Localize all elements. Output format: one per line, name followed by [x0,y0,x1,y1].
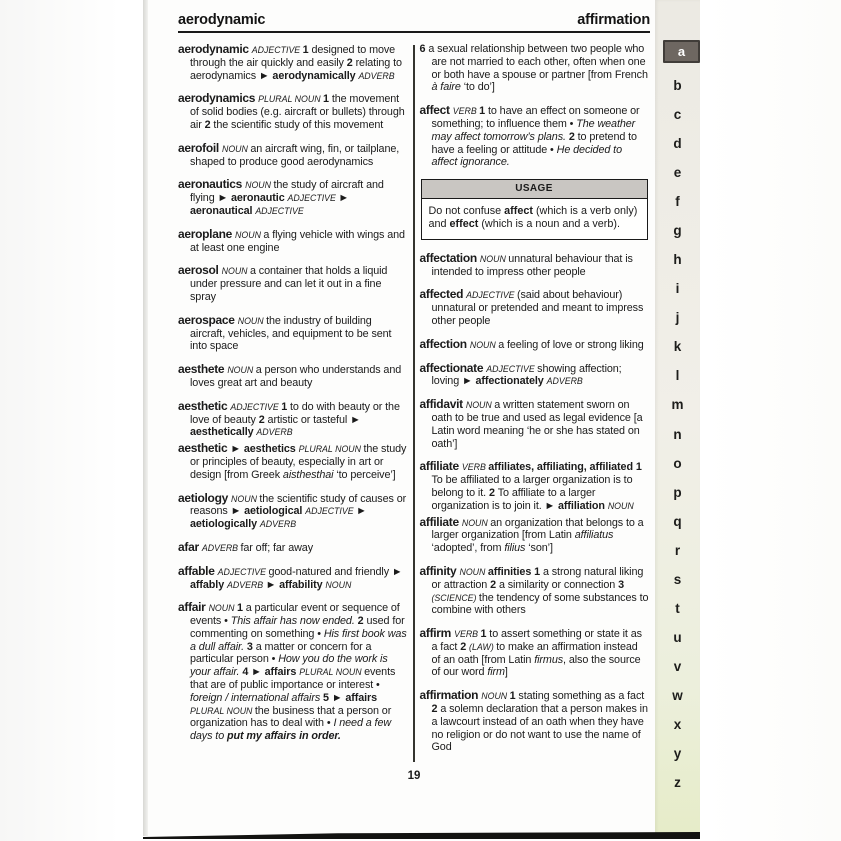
entry-text: NOUN [227,365,256,376]
entry-text: put my affairs in order. [227,730,341,743]
entry-text: NOUN [221,143,251,154]
entry-text: to do with beauty or the love of beauty [190,400,400,426]
entry-text: ‘adopted’, from [431,542,505,555]
entry-text: ADJECTIVE [486,363,538,374]
entry-affectionate [420,362,649,389]
entry-text: ‘son’] [528,542,553,555]
entry-text: 1 [323,93,332,106]
entry-text: ADJECTIVE [305,506,357,517]
entry-text: ADVERB [256,427,293,438]
entry-text: ► affairs [251,666,300,679]
entry-text: 1 [509,690,519,703]
entry-aerofoil [178,142,407,169]
thumb-tab-f: f [675,193,680,209]
entry-text: ► aetiological [230,505,306,518]
entry-affect [420,104,649,169]
headword: affectionate [419,360,487,375]
entry-text: 2 [460,640,470,653]
entry-text: 3 [618,578,624,591]
headword: affair [178,600,209,615]
thumb-tab-l: l [675,368,680,384]
entry-text: ► affectionately [462,375,547,388]
entry-text: 5 [323,691,332,704]
entry-text: 2 [258,413,268,426]
entry-text: ► aesthetics [230,443,299,456]
thumb-index [655,40,700,790]
entry-affected [420,288,649,327]
entry-text: ADJECTIVE [255,205,304,216]
entry-text: 1 [635,461,642,474]
entry-text: 4 [242,666,252,679]
entry-text: He decided to affect ignorance. [431,143,622,169]
thumb-tab-i: i [675,281,680,297]
entry-text: NOUN [607,500,634,511]
entry-text: VERB [454,629,481,640]
entry-text: à faire [431,81,464,94]
entry-text: NOUN [208,603,237,614]
entry-aesthete [178,363,407,390]
entry-text: PLURAL NOUN [190,705,255,716]
thumb-tab-t: t [675,600,680,616]
entry-text: NOUN [481,691,510,702]
headword: aerospace [178,312,238,327]
entry-text: firmus [534,653,564,666]
entry-text: PLURAL NOUN [299,667,365,678]
entry-affirm [420,627,649,679]
entry-text: To affiliate to a larger organization is to join it. [431,486,596,512]
entry-text: the business that a person or organization has to deal with • [190,704,392,730]
entry-text: Do not confuse [428,205,505,218]
entry-text: NOUN [465,400,495,411]
headword: affirmation [419,688,482,703]
entry-text: 2 [568,130,578,143]
entry-text: a particular event or sequence of events • [190,602,400,628]
usage-box [421,179,648,240]
headword: aerodynamics [178,91,259,106]
thumb-tab-g: g [673,222,682,238]
entry-text: to have an effect on someone or something; to influence them • [431,105,640,130]
entry-text: VERB [461,462,489,473]
headword: affectation [419,250,480,265]
page-content [178,0,650,782]
usage-box-title: USAGE [422,180,647,199]
column-right [420,43,649,764]
entry-text: 2 [204,118,214,131]
entry-text: 2 [431,703,441,716]
entry-text: , also the source of our word [431,653,641,679]
headword: affinity [419,563,460,578]
entry-text: ADJECTIVE [230,401,282,412]
entry-text: NOUN [231,493,260,504]
entry-text: an aircraft wing, fin, or tailplane, shaped to produce good aerodynamics [190,142,400,168]
entry-text: (said about behaviour) unnatural or pretended and meant to impress other people [431,289,644,327]
entry-text: affiliates, affiliating, affiliated [488,461,636,474]
thumb-tab-n: n [673,426,682,442]
entry-affable [178,565,407,592]
entry-text: 2 [488,486,498,499]
entry-affinity [420,565,649,617]
entry-text: NOUN [479,253,509,264]
headword: affirm [419,626,455,641]
entry-text: ► affiliation [544,499,608,512]
entry-text: showing affection; loving [431,362,622,388]
entry-text: 1 [302,44,312,56]
entry-text: to assert something or state it as a fact [431,628,642,653]
entry-text: events that are of public importance or interest • [190,666,396,692]
entry-text: a strong natural liking or attraction [431,565,644,591]
entry-text: ► aeronautic [217,192,288,205]
entry-text: 1 [479,105,488,118]
entry-text: NOUN [459,566,488,577]
headword: aeroplane [178,226,236,241]
headword: affiliate [419,459,462,474]
headword: affected [419,287,467,302]
entry-text: the industry of building aircraft, vehicles, and equipment to be sent into space [190,314,392,353]
headword: affect [419,103,453,118]
entry-text: His first book was a dull affair. [190,627,407,653]
entry-text: ADVERB [227,579,266,590]
thumb-tab-r: r [674,542,681,558]
entry-text: a container that holds a liquid under pressure and can let it out in a fine spray [190,265,388,303]
entry-text: (SCIENCE) [431,592,479,603]
entry-text: NOUN [325,579,352,590]
entry-text: effect [449,217,482,230]
column-left [178,43,407,764]
thumb-tab-s: s [673,571,682,587]
entry-text: affiliatus [574,529,614,542]
entry-text: the study or principles of beauty, especially in art or design [from Greek [190,443,407,481]
entry-text: To be affiliated to a larger organization is to belong to it. [431,474,633,499]
entry-text: PLURAL NOUN [298,444,364,455]
entry-aetiology [178,492,407,531]
entry-text: good-natured and friendly [268,565,392,578]
entry-text: the study of aircraft and flying [190,179,384,205]
page-number: 19 [407,770,421,783]
usage-box-text [422,199,647,239]
entry-text: 1 [480,628,490,641]
entry-text: a sexual relationship between two people who are not married to each other, often when one or both have a spouse or partner [from French [428,43,648,81]
entry-text: a written statement sworn on oath to be true and used as legal evidence [a Latin word meaning ‘he or she has stated on oath’] [431,399,643,450]
entry-text: relating to aerodynamics [190,56,402,82]
entry-text: an organization that belongs to a larger organization [from Latin [431,516,644,542]
entry-text: a solemn declaration that a person makes in a lawcourt instead of an oath when they have no religion or do not want to use the name of God [431,703,648,754]
headword: aesthete [178,362,228,377]
thumb-tab-x: x [673,717,682,733]
entry-text: a similarity or connection [498,578,619,591]
entry-text: ► aetiologically [190,505,367,531]
headword: affable [178,563,218,578]
thumb-index-strip [655,0,700,836]
entry-text: ADJECTIVE [217,566,269,577]
entry-text: The weather may affect tomorrow’s plans. [431,117,636,143]
entry-text: firm [487,666,505,679]
entry-text: NOUN [221,266,250,277]
entry-text: ‘to do’] [463,81,495,94]
headword: affiliate [419,514,462,529]
headword: aesthetic [178,441,231,456]
dictionary-page [143,0,700,836]
thumb-tab-m: m [671,397,684,413]
entry-text: NOUN [461,517,491,528]
entry-text: (which is a noun and a verb). [481,217,620,230]
entry-text: ADJECTIVE [466,290,517,301]
entry-affection [420,338,649,352]
entry-affiliate [420,460,649,512]
entry-text: to pretend to have a feeling or attitude • [431,130,637,156]
text-columns [178,43,650,764]
running-head-left: aerodynamic [178,12,266,28]
headword: afar [178,539,202,554]
header-rule [178,31,650,33]
headword: aetiology [178,490,232,505]
thumb-tab-u: u [673,630,682,646]
entry-affiliate [420,516,649,555]
thumb-tab-e: e [673,164,682,180]
entry-text: NOUN [469,339,499,350]
entry-text: I need a few days to [190,717,392,743]
entry-text: ADVERB [358,70,395,81]
headword: affection [419,336,470,351]
thumb-tab-y: y [673,746,682,762]
entry-text: ► aeronautical [190,192,349,217]
thumb-tab-q: q [673,513,682,529]
entry-text: VERB [452,106,480,117]
entry-text: ‘to perceive’] [336,468,396,481]
headword: affidavit [419,397,466,412]
entry-text: 2 [357,615,367,628]
thumb-tab-v: v [673,659,682,675]
entry-affair [178,601,407,743]
entry-aerodynamic [178,43,407,82]
entry-text: ADJECTIVE [251,45,303,55]
thumb-tab-b: b [673,77,682,93]
entry-text: the scientific study of causes or reasons [190,492,407,518]
thumb-tab-h: h [673,252,682,268]
entry-aerospace [178,314,407,353]
entry-text: artistic or tasteful [267,413,351,426]
entry-text: filius [504,542,529,555]
thumb-tab-c: c [673,106,682,122]
entry-text: unnatural behaviour that is intended to impress other people [431,252,633,278]
thumb-tab-a: a [663,40,700,63]
headword: aerosol [178,263,222,278]
entry-affirmation [420,689,649,754]
thumb-tab-z: z [674,775,681,791]
entry-text: ] [504,666,508,679]
entry-text: 6 [419,43,429,55]
entry-text: 1 [281,400,291,413]
entry-aeroplane [178,228,407,255]
headword: aesthetic [178,398,231,413]
entry-text: 1 [236,602,246,615]
column-divider [413,45,415,762]
entry-text: ► affairs [331,691,378,704]
entry-aerosol [178,264,407,303]
entry-aesthetic [178,400,407,439]
entry-continuation [420,43,649,94]
entry-aesthetic [178,442,407,481]
entry-text: 3 [246,640,256,653]
thumb-tab-p: p [673,484,682,500]
entry-text: PLURAL NOUN [258,94,324,105]
headword: aerofoil [178,140,222,155]
entry-text: ADVERB [546,376,583,387]
entry-affectation [420,252,649,279]
entry-text: ► aerodynamically [258,69,359,82]
thumb-tab-j: j [675,310,680,326]
thumb-tab-k: k [673,339,682,355]
running-head-right: affirmation [577,12,650,28]
entry-text: ► affability [265,578,326,591]
entry-text: stating something as a fact [518,690,645,703]
running-heads [178,0,650,28]
entry-text: to make an affirmation instead of an oath [from Latin [431,640,638,666]
entry-text: a feeling of love or strong liking [498,338,644,351]
headword: aeronautics [178,177,246,192]
entry-text: NOUN [235,229,264,240]
entry-text: ADVERB [259,519,297,530]
page-gutter-shadow [143,0,148,836]
entry-text: aisthesthai [282,468,337,481]
entry-text: (which is a verb only) and [428,205,638,230]
entry-text: NOUN [245,180,274,191]
entry-text: ADJECTIVE [287,193,339,204]
entry-afar [178,541,407,555]
entry-text: designed to move through the air quickly and easily [190,44,396,69]
entry-text: a person who understands and loves great art and beauty [190,364,402,389]
entry-affidavit [420,398,649,450]
entry-text: foreign / international affairs [190,691,324,704]
thumb-tab-w: w [672,688,683,704]
entry-text: a matter or concern for a particular person • [190,640,372,666]
headword: aerodynamic [178,42,252,56]
entry-text: ADVERB [201,542,241,553]
thumb-tab-o: o [673,455,682,471]
entry-text: ► affably [190,565,403,591]
entry-text: 2 [346,56,356,69]
entry-aeronautics [178,178,407,217]
entry-text: the tendency of some substances to combine with others [431,591,649,617]
entry-text: a flying vehicle with wings and at least one engine [190,228,405,254]
entry-aerodynamics [178,92,407,131]
entry-text: (LAW) [469,641,497,652]
entry-text: 2 [490,578,499,591]
entry-text: ► aesthetically [190,413,361,439]
entry-text: affinities [487,565,535,578]
entry-text: the scientific study of this movement [213,118,384,131]
entry-text: This affair has now ended. [230,615,358,628]
entry-text: the movement of solid bodies (e.g. aircraft or bullets) through air [190,93,405,131]
entry-text: How you do the work is your affair. [190,653,388,679]
entry-text: NOUN [237,315,267,326]
entry-text: affect [504,205,536,218]
entry-text: used for commenting on something • [190,615,405,640]
thumb-tab-d: d [673,135,682,151]
entry-text: far off; far away [240,541,313,554]
entry-text: 1 [534,565,543,578]
